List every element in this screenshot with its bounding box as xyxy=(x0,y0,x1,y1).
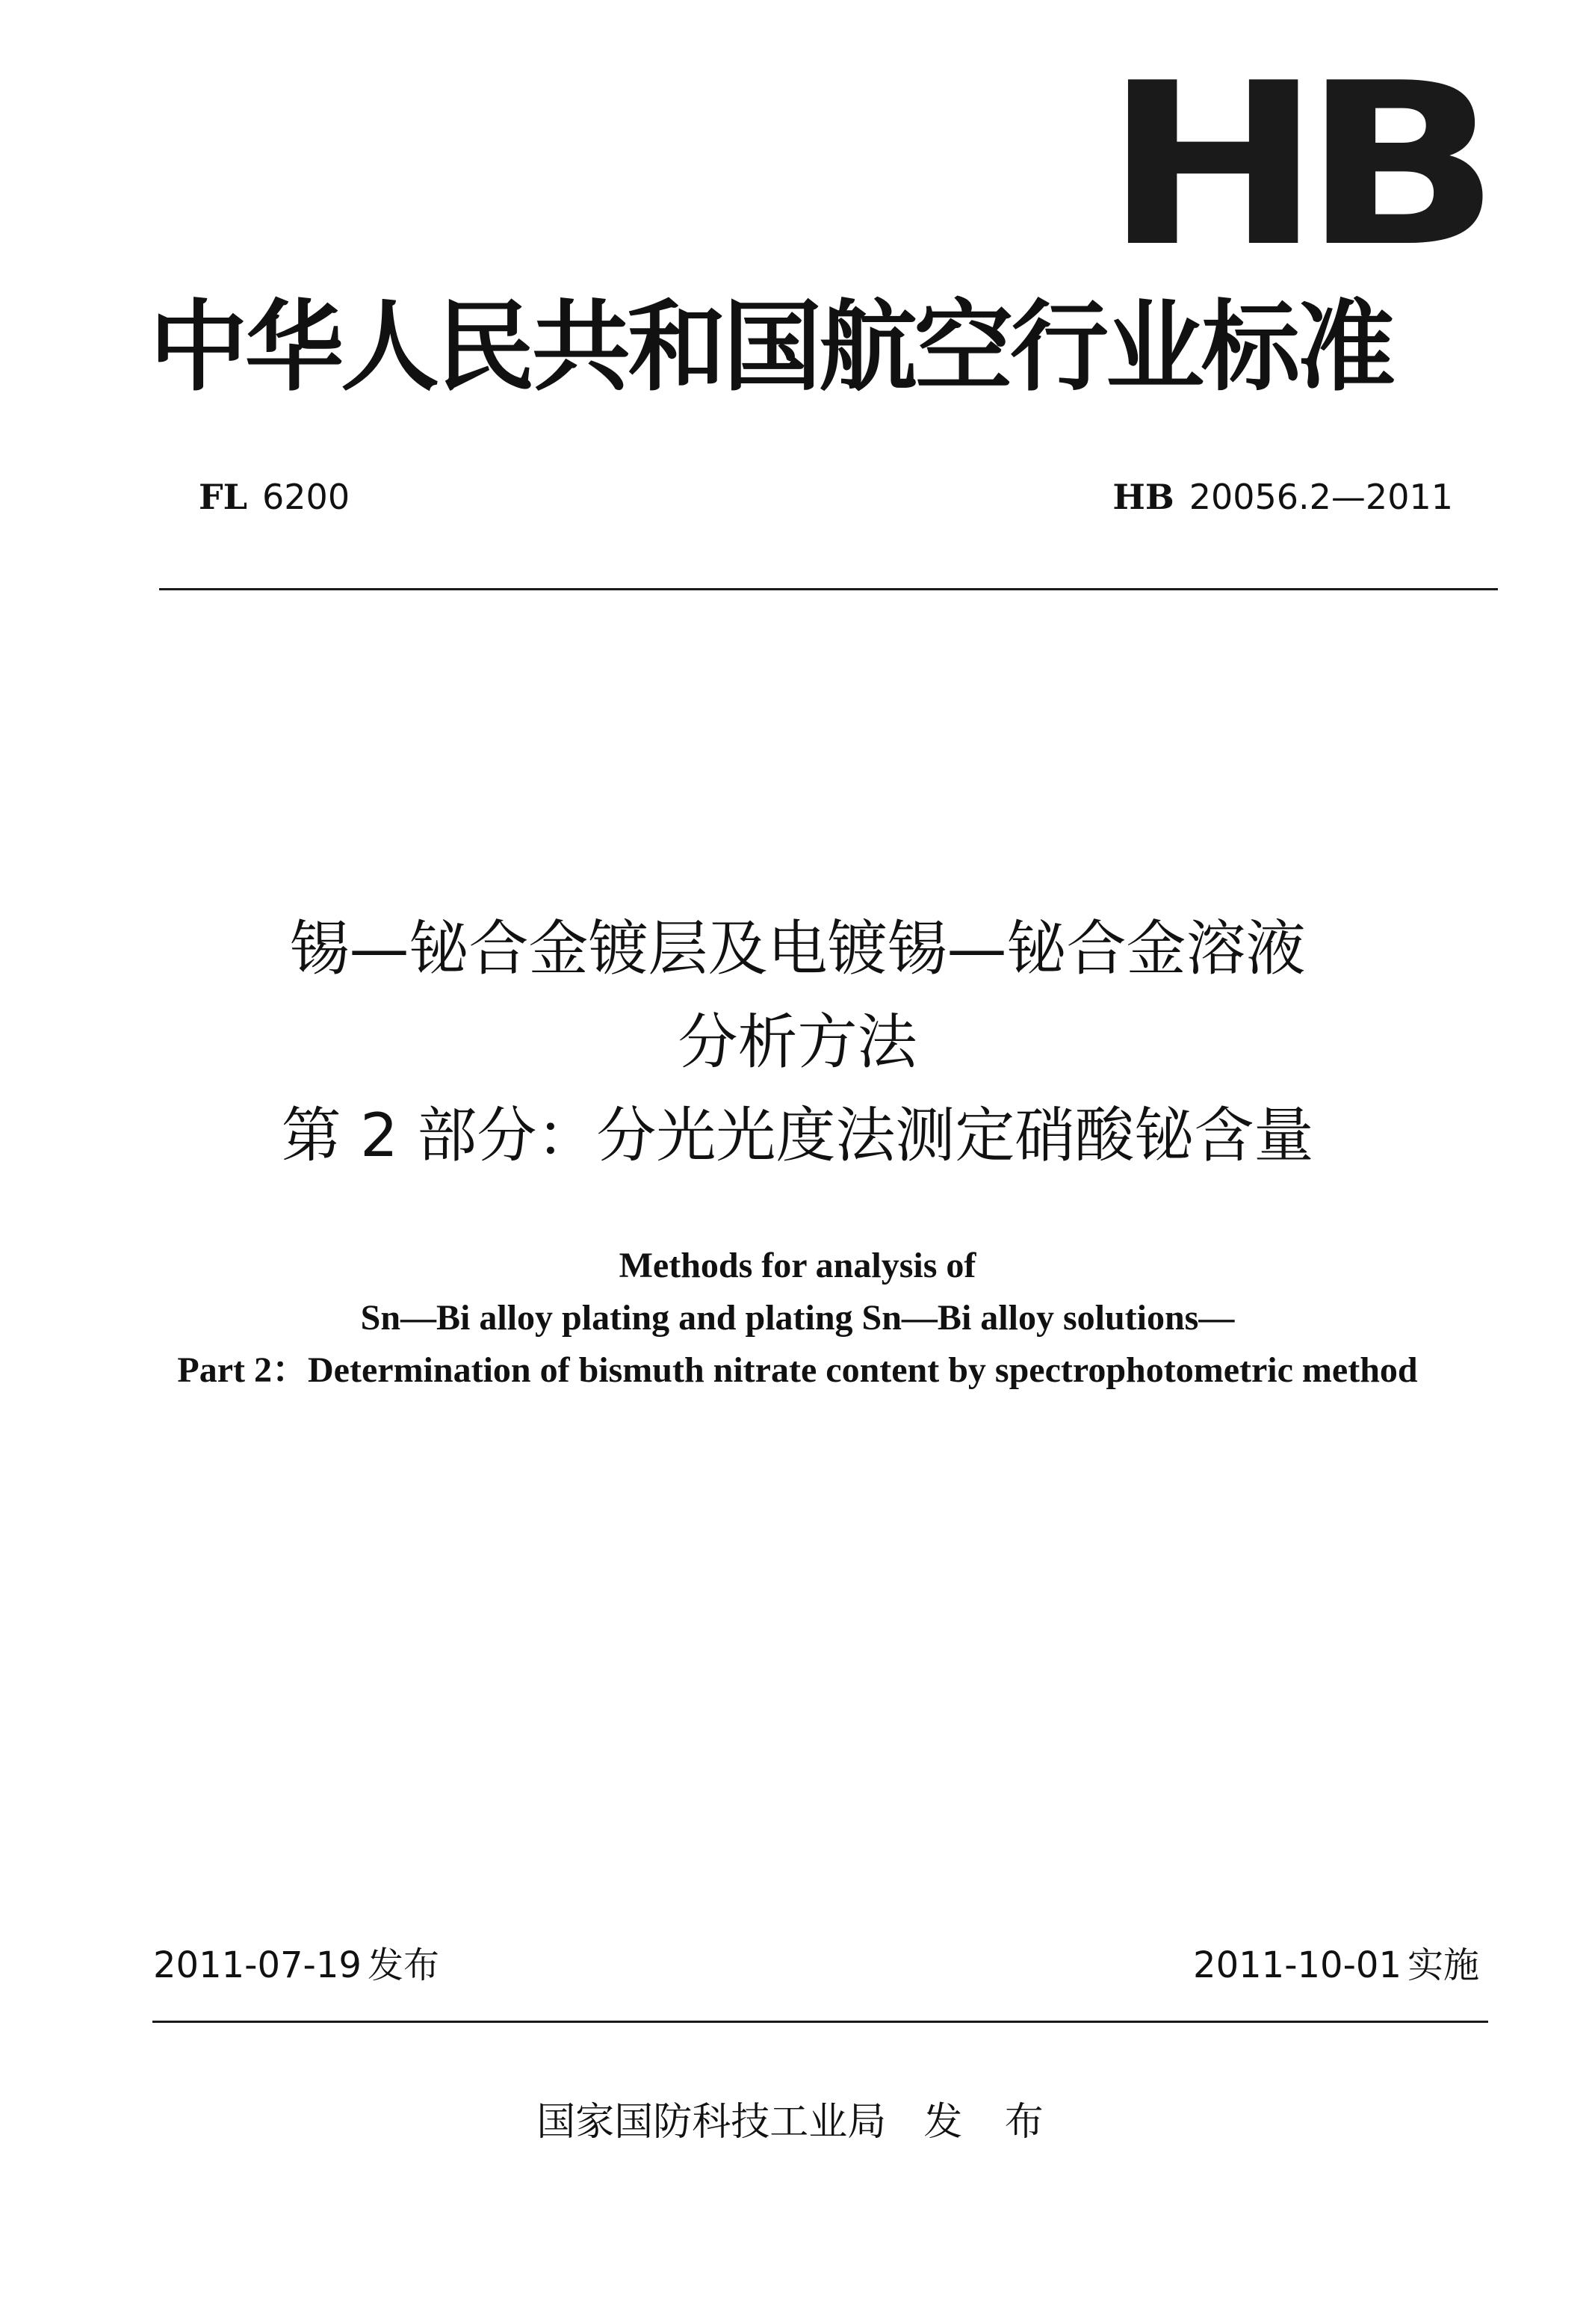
standard-number xyxy=(1112,471,1453,523)
classification-code xyxy=(199,471,350,523)
standard-category-heading: 中华人民共和国航空行业标准 xyxy=(149,290,1393,405)
release-date-value: 2011-07-19 xyxy=(153,1944,362,1986)
bottom-divider xyxy=(152,2021,1488,2023)
english-title-line-2: Sn—Bi alloy plating and plating Sn—Bi alloy solutions— xyxy=(360,1298,1235,1338)
classification-number: 6200 xyxy=(262,477,350,517)
release-date-label: 发布 xyxy=(367,1944,439,1986)
chinese-title-line-2: 分析方法 xyxy=(678,1007,917,1077)
standard-number-value: 20056.2—2011 xyxy=(1189,477,1453,517)
release-date xyxy=(153,1939,439,1991)
english-title-line-1: Methods for analysis of xyxy=(619,1246,976,1285)
classification-prefix: FL xyxy=(199,477,248,517)
top-divider xyxy=(159,588,1498,590)
publish-label: 发 布 xyxy=(923,2100,1059,2145)
effective-date-label: 实施 xyxy=(1407,1944,1479,1986)
publisher-name: 国家国防科技工业局 xyxy=(536,2100,887,2145)
hb-logo: HB xyxy=(1104,35,1482,296)
standard-prefix: HB xyxy=(1112,477,1174,517)
publisher-line xyxy=(0,2092,1595,2152)
chinese-title-line-1: 锡—铋合金镀层及电镀锡—铋合金溶液 xyxy=(289,914,1306,983)
effective-date xyxy=(1193,1939,1479,1991)
english-title-line-3: Part 2：Determination of bismuth nitrate content by spectrophotometric method xyxy=(177,1350,1418,1390)
chinese-title-line-3: 第 2 部分：分光光度法测定硝酸铋含量 xyxy=(281,1101,1314,1170)
effective-date-value: 2011-10-01 xyxy=(1193,1944,1402,1986)
